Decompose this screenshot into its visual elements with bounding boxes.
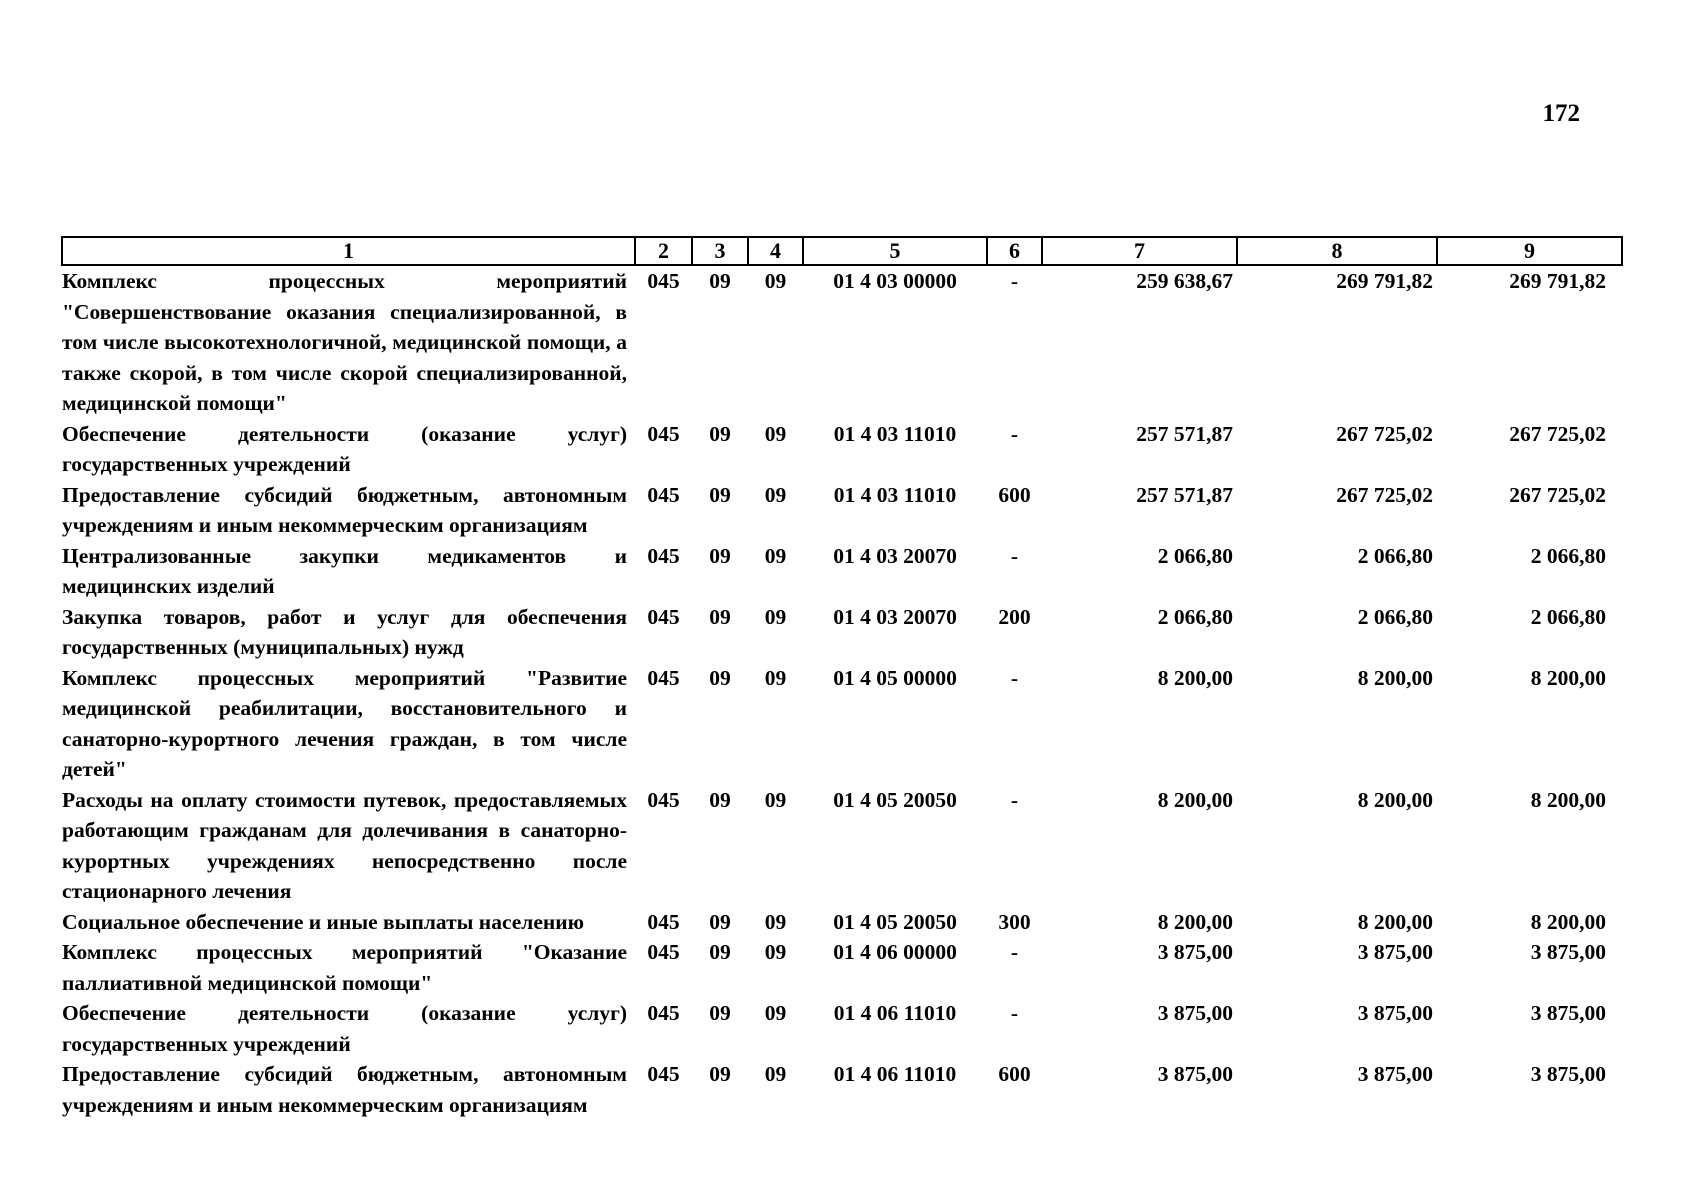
header-cell: 9 <box>1437 237 1622 265</box>
cell-col3: 09 <box>709 482 731 507</box>
cell-col4: 09 <box>764 421 787 446</box>
cell-col5: 01 4 03 11010 <box>833 482 957 507</box>
cell-col3: 09 <box>709 940 731 964</box>
cell-col6: - <box>1010 940 1019 964</box>
cell-col8: 269 791,82 <box>1336 269 1433 293</box>
header-cell: 5 <box>803 237 987 265</box>
cell-col6: - <box>1010 543 1019 568</box>
cell-col7: 8 200,00 <box>1157 665 1233 690</box>
table-row <box>62 1059 1622 1120</box>
cell-col6: - <box>1010 665 1019 690</box>
cell-col7: 3 875,00 <box>1157 940 1233 964</box>
header-cell: 6 <box>987 237 1042 265</box>
budget-table <box>61 236 1621 1120</box>
row-name: Закупка товаров, работ и услуг для обеспечения государственных (муниципальных) нужд <box>62 604 627 659</box>
header-cell: 4 <box>748 237 803 265</box>
cell-col4: 09 <box>764 482 787 507</box>
row-name: Расходы на оплату стоимости путевок, предоставляемых работающим гражданам для долечивания в санаторно-курортных учреждениях непосредственно после стационарного лечения <box>62 787 627 903</box>
row-name: Комплекс процессных мероприятий "Развитие медицинской реабилитации, восстановительного и санаторно-курортного лечения граждан, в том числе детей" <box>62 665 627 781</box>
cell-col8: 8 200,00 <box>1357 787 1433 812</box>
cell-col2: 045 <box>647 604 680 629</box>
cell-col8: 3 875,00 <box>1357 940 1433 964</box>
cell-col6: - <box>1010 787 1019 812</box>
table-row <box>62 907 1622 938</box>
cell-col7: 257 571,87 <box>1136 482 1233 507</box>
cell-col8: 2 066,80 <box>1357 604 1433 629</box>
table-row <box>62 998 1622 1059</box>
cell-col7: 8 200,00 <box>1157 909 1233 934</box>
cell-col3: 09 <box>709 604 731 629</box>
cell-col2: 045 <box>647 543 680 568</box>
cell-col5: 01 4 06 00000 <box>833 940 957 964</box>
table-row <box>62 602 1622 663</box>
table-row <box>62 419 1622 480</box>
cell-col8: 267 725,02 <box>1336 421 1433 446</box>
cell-col5: 01 4 03 00000 <box>833 269 957 293</box>
table-row <box>62 663 1622 785</box>
cell-col8: 267 725,02 <box>1336 482 1433 507</box>
cell-col3: 09 <box>709 1001 731 1025</box>
table-row <box>62 937 1622 998</box>
cell-col5: 01 4 05 20050 <box>833 787 957 812</box>
cell-col2: 045 <box>647 940 680 964</box>
cell-col2: 045 <box>647 1062 680 1086</box>
cell-col7: 259 638,67 <box>1136 269 1233 293</box>
cell-col7: 8 200,00 <box>1157 787 1233 812</box>
cell-col7: 3 875,00 <box>1157 1062 1233 1086</box>
cell-col7: 257 571,87 <box>1136 421 1233 446</box>
row-name: Предоставление субсидий бюджетным, автономным учреждениям и иным некоммерческим организациям <box>62 482 627 537</box>
header-cell: 7 <box>1042 237 1237 265</box>
cell-col4: 09 <box>764 1001 787 1025</box>
table-row <box>62 541 1622 602</box>
header-cell: 1 <box>62 237 635 265</box>
row-name: Предоставление субсидий бюджетным, автономным учреждениям и иным некоммерческим организациям <box>62 1062 627 1117</box>
header-row <box>62 237 1622 265</box>
cell-col9: 2 066,80 <box>1530 604 1606 629</box>
page-number: 172 <box>1542 100 1580 127</box>
cell-col6: 300 <box>998 909 1031 934</box>
cell-col6: 600 <box>998 1062 1031 1086</box>
cell-col6: - <box>1010 269 1019 293</box>
cell-col4: 09 <box>764 269 787 293</box>
cell-col3: 09 <box>709 543 731 568</box>
cell-col3: 09 <box>709 421 731 446</box>
cell-col5: 01 4 05 20050 <box>833 909 957 934</box>
cell-col9: 8 200,00 <box>1530 909 1606 934</box>
cell-col7: 3 875,00 <box>1157 1001 1233 1025</box>
cell-col3: 09 <box>709 1062 731 1086</box>
cell-col2: 045 <box>647 787 680 812</box>
table-row <box>62 480 1622 541</box>
cell-col4: 09 <box>764 543 787 568</box>
cell-col9: 3 875,00 <box>1530 940 1606 964</box>
cell-col6: 600 <box>998 482 1031 507</box>
row-name: Комплекс процессных мероприятий "Оказание паллиативной медицинской помощи" <box>62 940 627 995</box>
cell-col9: 2 066,80 <box>1530 543 1606 568</box>
row-name: Централизованные закупки медикаментов и медицинских изделий <box>62 543 627 598</box>
cell-col2: 045 <box>647 482 680 507</box>
cell-col9: 3 875,00 <box>1530 1062 1606 1086</box>
cell-col5: 01 4 03 20070 <box>833 604 957 629</box>
table-row <box>62 785 1622 907</box>
table-row <box>62 265 1622 419</box>
cell-col2: 045 <box>647 269 680 293</box>
cell-col2: 045 <box>647 909 680 934</box>
cell-col5: 01 4 03 20070 <box>833 543 957 568</box>
cell-col4: 09 <box>764 940 787 964</box>
cell-col4: 09 <box>764 1062 787 1086</box>
row-name: Обеспечение деятельности (оказание услуг) государственных учреждений <box>62 421 627 476</box>
cell-col7: 2 066,80 <box>1157 543 1233 568</box>
cell-col8: 8 200,00 <box>1357 909 1433 934</box>
cell-col5: 01 4 05 00000 <box>833 665 957 690</box>
cell-col3: 09 <box>709 787 731 812</box>
cell-col4: 09 <box>764 665 787 690</box>
cell-col5: 01 4 06 11010 <box>833 1001 957 1025</box>
cell-col9: 3 875,00 <box>1530 1001 1606 1025</box>
cell-col9: 267 725,02 <box>1509 421 1606 446</box>
header-cell: 2 <box>635 237 692 265</box>
cell-col5: 01 4 06 11010 <box>833 1062 957 1086</box>
cell-col3: 09 <box>709 269 731 293</box>
cell-col9: 267 725,02 <box>1509 482 1606 507</box>
cell-col6: - <box>1010 421 1019 446</box>
cell-col2: 045 <box>647 421 680 446</box>
cell-col8: 3 875,00 <box>1357 1001 1433 1025</box>
row-name: Комплекс процессных мероприятий "Совершенствование оказания специализированной, в том числе высокотехнологичной, медицинской помощи, а также скорой, в том числе скорой специализированной, медицинской помощи" <box>62 269 627 415</box>
row-name: Обеспечение деятельности (оказание услуг) государственных учреждений <box>62 1001 627 1056</box>
cell-col8: 2 066,80 <box>1357 543 1433 568</box>
cell-col9: 8 200,00 <box>1530 787 1606 812</box>
cell-col6: 200 <box>998 604 1031 629</box>
cell-col2: 045 <box>647 665 680 690</box>
data-table <box>61 236 1623 1120</box>
cell-col9: 269 791,82 <box>1509 269 1606 293</box>
cell-col3: 09 <box>709 909 731 934</box>
cell-col4: 09 <box>764 787 787 812</box>
header-cell: 8 <box>1237 237 1437 265</box>
cell-col8: 8 200,00 <box>1357 665 1433 690</box>
cell-col4: 09 <box>764 909 787 934</box>
header-cell: 3 <box>692 237 748 265</box>
cell-col4: 09 <box>764 604 787 629</box>
cell-col8: 3 875,00 <box>1357 1062 1433 1086</box>
cell-col9: 8 200,00 <box>1530 665 1606 690</box>
cell-col2: 045 <box>647 1001 680 1025</box>
cell-col6: - <box>1010 1001 1019 1025</box>
cell-col7: 2 066,80 <box>1157 604 1233 629</box>
row-name: Социальное обеспечение и иные выплаты населению <box>62 909 585 934</box>
cell-col5: 01 4 03 11010 <box>833 421 957 446</box>
cell-col3: 09 <box>709 665 731 690</box>
